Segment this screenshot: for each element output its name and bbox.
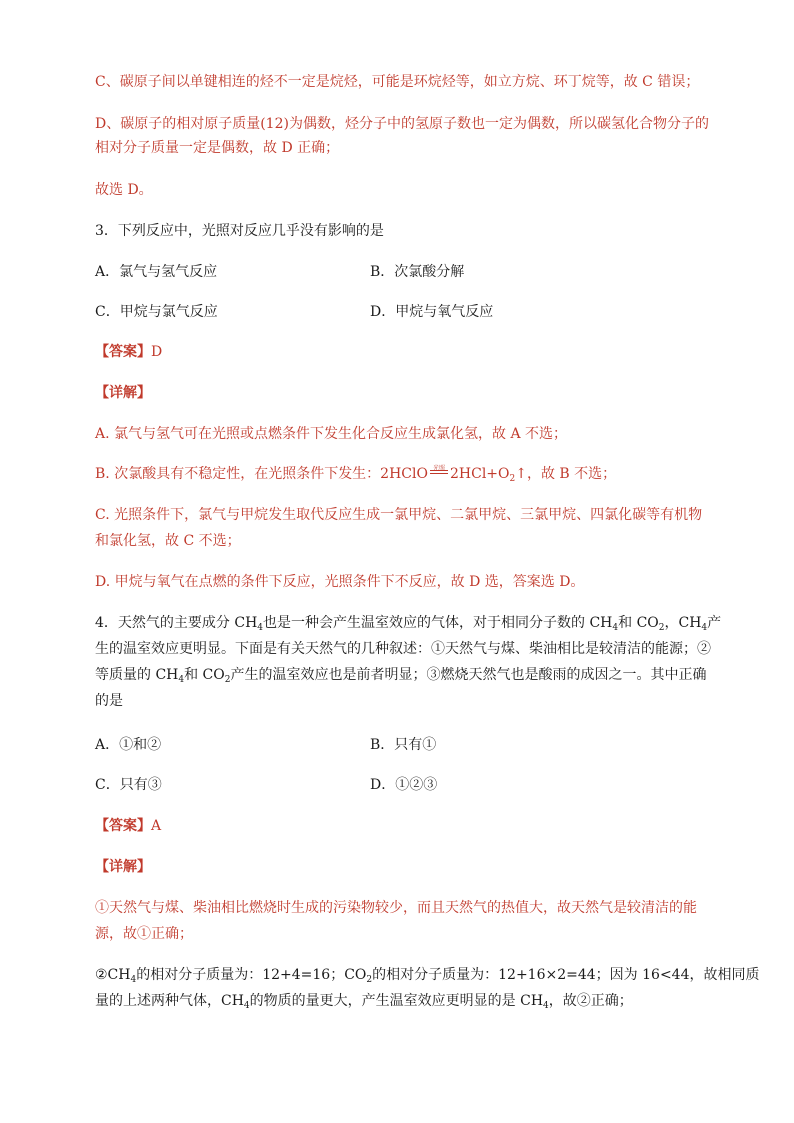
- text: 产: [707, 615, 722, 631]
- subscript: 4: [130, 975, 137, 985]
- q4-answer: [95, 816, 161, 836]
- answer-label: 【答案】: [95, 818, 151, 834]
- text: 4．天然气的主要成分 CH: [95, 615, 258, 631]
- explanation-d-line-1: D、碳原子的相对原子质量(12)为偶数，烃分子中的氢原子数也一定为偶数，所以碳氢化合物分子的: [95, 116, 709, 132]
- explanation-tail: ↑，故 B 不选；: [515, 466, 617, 482]
- q4-explanation-2-line-1: [95, 965, 760, 985]
- q4-explanation-1-line-1: ①天然气与煤、柴油相比燃烧时生成的污染物较少，而且天然气的热值大，故天然气是较清洁的能: [95, 900, 697, 916]
- q4-stem-line-4: 的是: [95, 693, 123, 709]
- condition-label: 光照: [432, 465, 445, 472]
- q3-explanation-c-1: C. 光照条件下，氯气与甲烷发生取代反应生成一氯甲烷、二氯甲烷、三氯甲烷、四氯化碳等有机物: [95, 507, 703, 523]
- subscript: 2: [224, 675, 231, 685]
- q3-explanation-c-2: 和氯化氢，故 C 不选；: [95, 533, 241, 549]
- answer-value: D: [151, 344, 163, 360]
- subscript: 4: [178, 675, 185, 685]
- text: 等质量的 CH: [95, 667, 179, 683]
- q3-option-a: A．氯气与氢气反应: [95, 264, 218, 280]
- subscript: 2: [366, 975, 373, 985]
- subscript: 2: [658, 623, 665, 633]
- q4-detail-label: 【详解】: [95, 859, 151, 875]
- equation-reactant: B. 次氯酸具有不稳定性，在光照条件下发生：2HClO: [95, 466, 428, 482]
- text: ②CH: [95, 967, 131, 983]
- subscript: 4: [243, 1001, 250, 1011]
- q3-explanation-b: [95, 464, 616, 484]
- q3-option-b: B．次氯酸分解: [370, 264, 465, 280]
- text: 也是一种会产生温室效应的气体，对于相同分子数的 CH: [263, 615, 613, 631]
- text: 和 CO: [618, 615, 659, 631]
- q4-stem-line-3: [95, 665, 706, 685]
- equation-product: 2HCl+O: [449, 466, 510, 482]
- text: 的物质的量更大，产生温室效应更明显的是 CH: [249, 993, 544, 1009]
- q4-option-a: A．①和②: [95, 737, 162, 753]
- q4-option-d: D．①②③: [370, 777, 438, 793]
- q4-explanation-2-line-2: [95, 991, 633, 1011]
- subscript: 4: [612, 623, 619, 633]
- q3-option-d: D．甲烷与氧气反应: [370, 304, 494, 320]
- subscript: 2: [509, 474, 516, 484]
- text: 的相对分子质量为：12+16×2=44；因为 16<44，故相同质: [372, 967, 760, 983]
- q4-option-c: C．只有③: [95, 777, 162, 793]
- subscript: 4: [701, 623, 708, 633]
- subscript: 4: [257, 623, 264, 633]
- subscript: 4: [543, 1001, 549, 1011]
- text: 产生的温室效应也是前者明显；③燃烧天然气也是酸雨的成因之一。其中正确: [230, 667, 707, 683]
- choose-d-line: 故选 D。: [95, 182, 153, 198]
- answer-label: 【答案】: [95, 344, 151, 360]
- text: ，故②正确；: [548, 993, 633, 1009]
- text: 量的上述两种气体，CH: [95, 993, 244, 1009]
- q3-stem: 3．下列反应中，光照对反应几乎没有影响的是: [95, 223, 384, 239]
- q4-option-b: B．只有①: [370, 737, 437, 753]
- explanation-c-line: C、碳原子间以单键相连的烃不一定是烷烃，可能是环烷烃等，如立方烷、环丁烷等，故 C 错误；: [95, 74, 700, 90]
- explanation-d-line-2: 相对分子质量一定是偶数，故 D 正确；: [95, 140, 340, 156]
- q3-explanation-a: A. 氯气与氢气可在光照或点燃条件下发生化合反应生成氯化氢，故 A 不选；: [95, 426, 568, 442]
- text: ，CH: [664, 615, 702, 631]
- q3-explanation-d: D. 甲烷与氧气在点燃的条件下反应，光照条件下不反应，故 D 选，答案选 D。: [95, 574, 585, 590]
- q3-option-c: C．甲烷与氯气反应: [95, 304, 218, 320]
- text: 的相对分子质量为：12+4=16；CO: [136, 967, 367, 983]
- q4-explanation-1-line-2: 源，故①正确；: [95, 926, 193, 942]
- q4-stem-line-2: 生的温室效应更明显。下面是有关天然气的几种叙述：①天然气与煤、柴油相比是较清洁的能源；②: [95, 641, 711, 657]
- q4-stem-line-1: [95, 613, 721, 633]
- text: 和 CO: [184, 667, 225, 683]
- reaction-condition: [428, 464, 450, 484]
- answer-value: A: [151, 818, 162, 834]
- q3-answer: [95, 342, 162, 362]
- q3-detail-label: 【详解】: [95, 385, 151, 401]
